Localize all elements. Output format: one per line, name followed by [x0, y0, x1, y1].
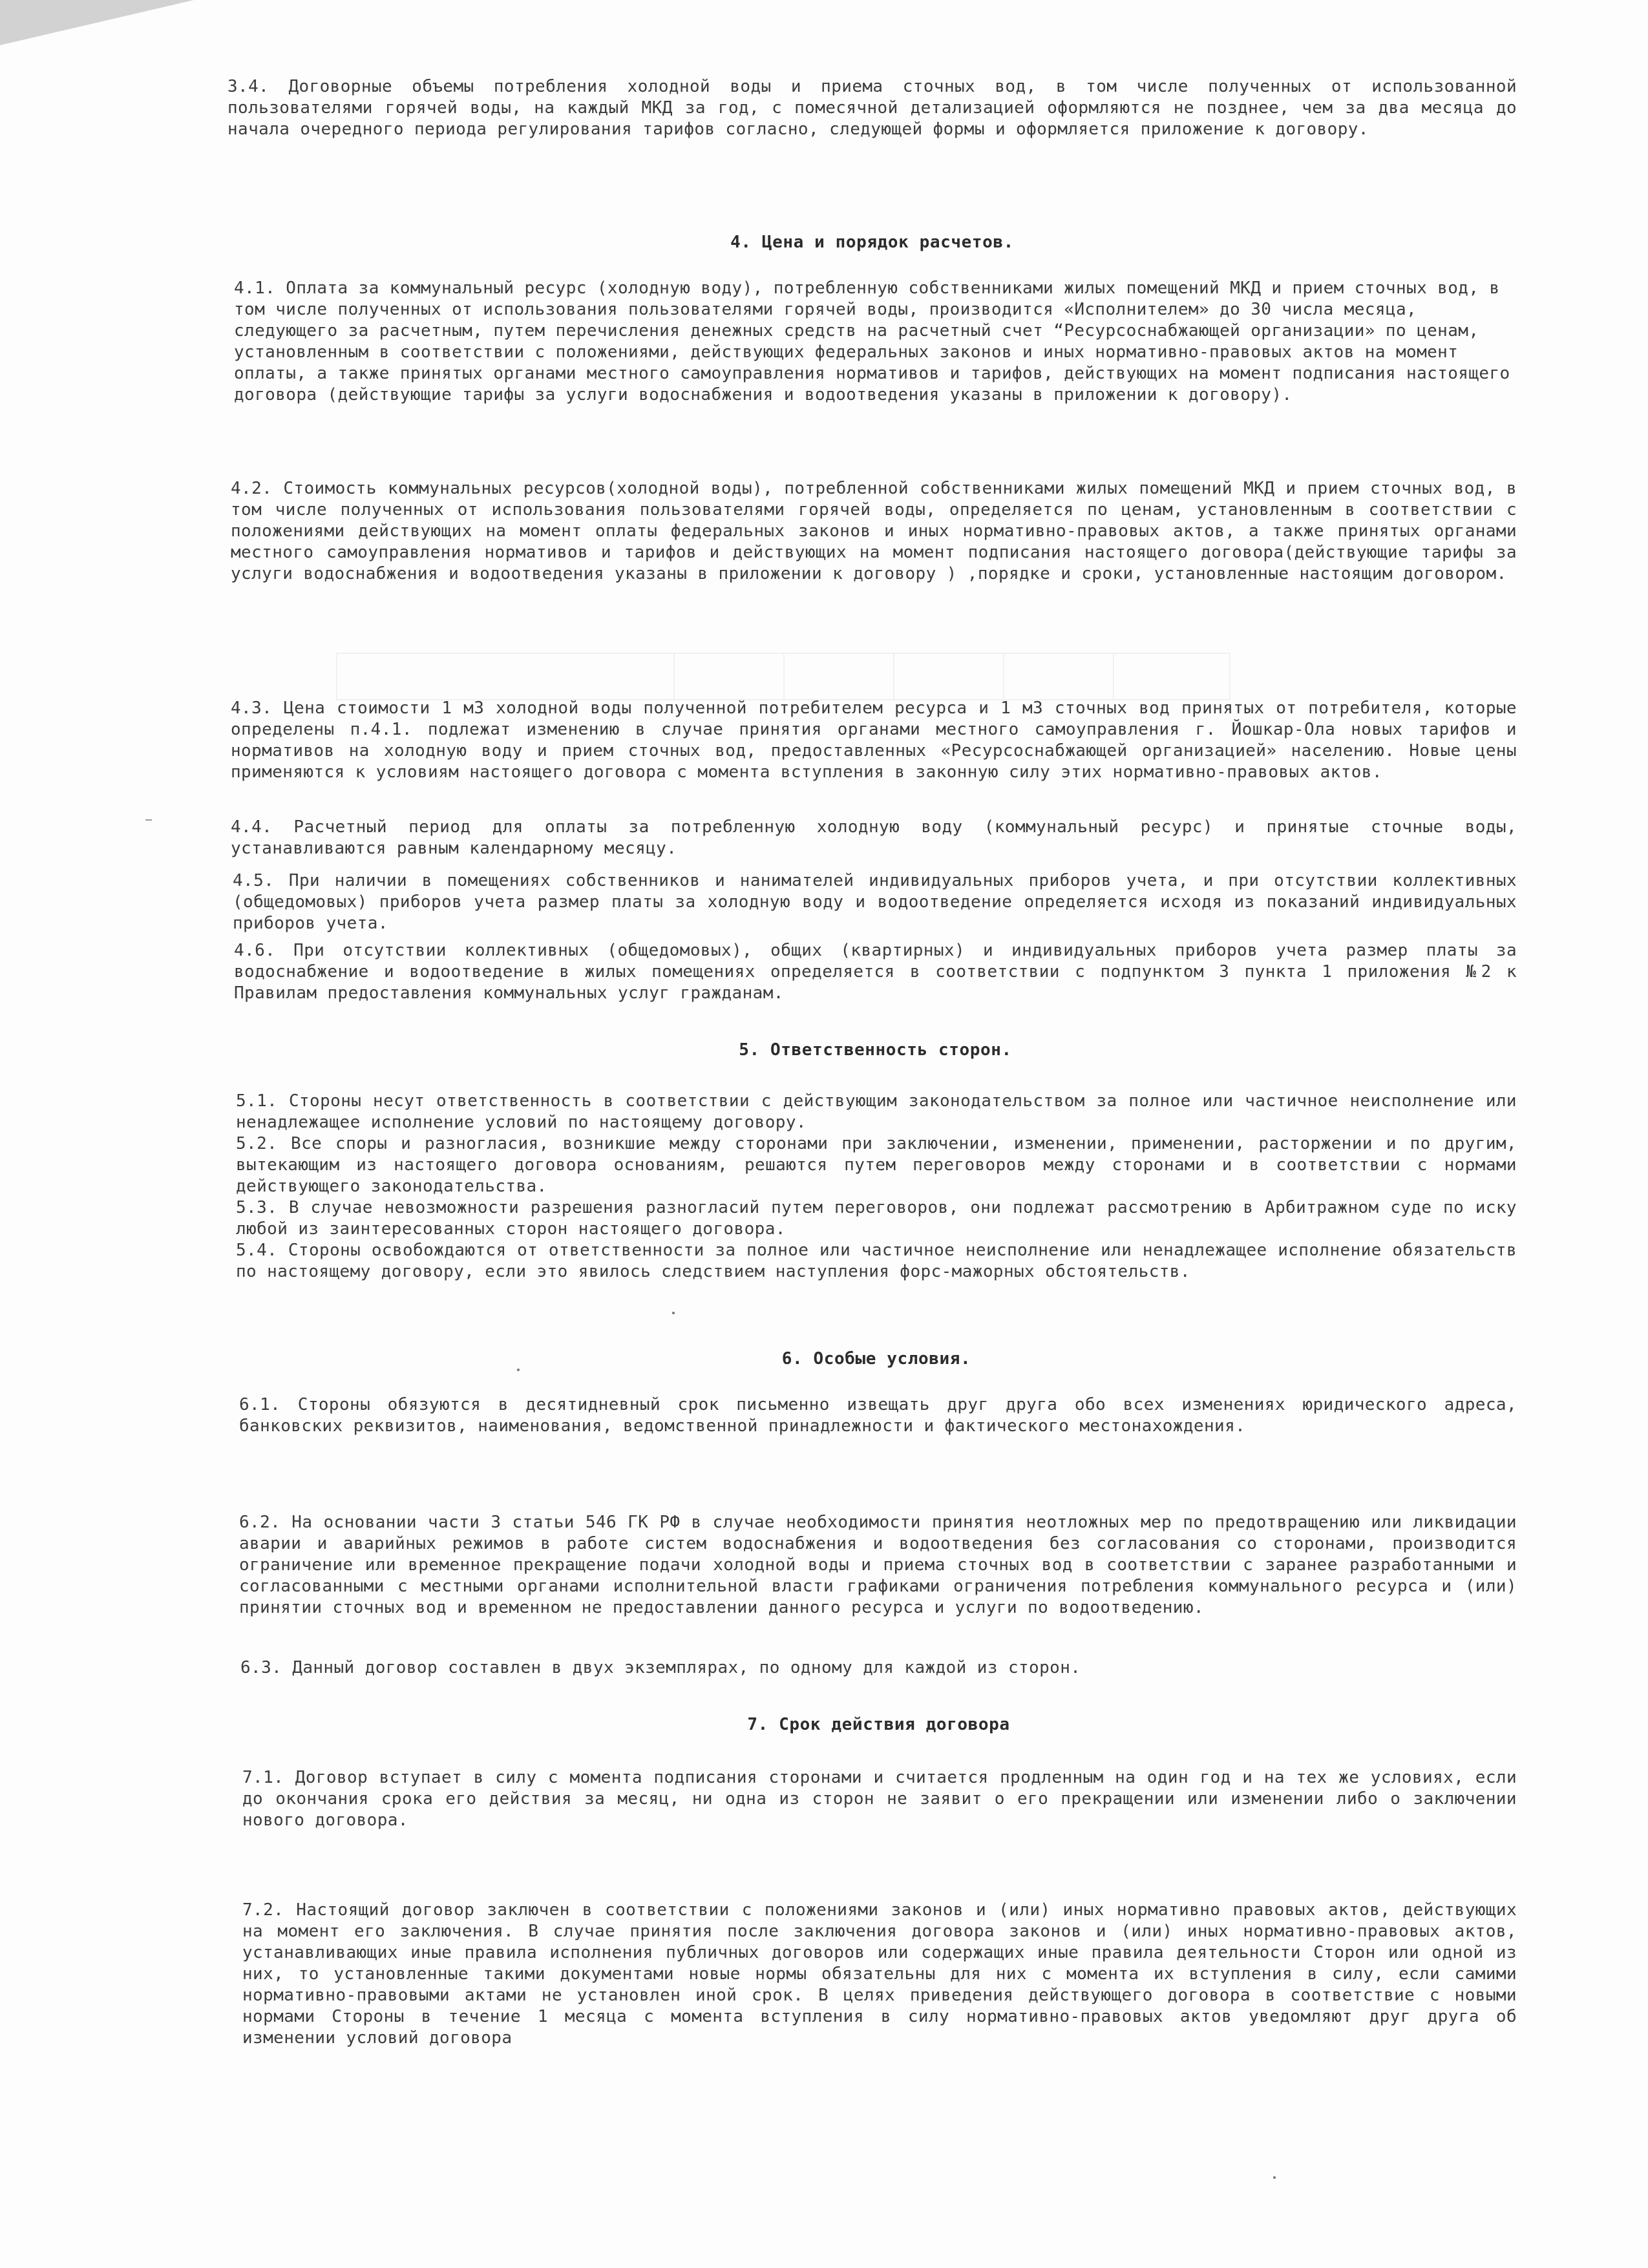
- clause-4-5: 4.5. При наличии в помещениях собственников и нанимателей индивидуальных приборов учета, и при отсутствии коллективных (общедомовых) приборов учета размер платы за холодную воду и водоотведение определяется исходя из показаний индивидуальных приборов учета.: [233, 871, 1517, 933]
- section-7-title: 7. Срок действия договора: [747, 1715, 1010, 1734]
- clause-6-3: 6.3. Данный договор составлен в двух экземплярах, по одному для каждой из сторон.: [240, 1658, 1081, 1677]
- clause-4-1: 4.1. Оплата за коммунальный ресурс (холодную воду), потребленную собственниками жилых помещений МКД и прием сточных вод, в том числе полученных от использования пользователями горячей воды, производится «Исполнителем» до 30 числа месяца, следующего за расчетным, путем перечисления денежных средств на расчетный счет “Ресурсоснабжающей организации» по ценам, установленным в соответствии с положениями, действующих федеральных законов и иных нормативно-правовых актов на момент оплаты, а также принятых органами местного самоуправления нормативов и тарифов, действующих на момент подписания настоящего договора (действующие тарифы за услуги водоснабжения и водоотведения указаны в приложении к договору).: [234, 278, 1510, 404]
- clause-5-3: 5.3. В случае невозможности разрешения разногласий путем переговоров, они подлежат рассмотрению в Арбитражном суде по иску любой из заинтересованных сторон настоящего договора.: [236, 1198, 1517, 1239]
- clause-4-4: 4.4. Расчетный период для оплаты за потребленную холодную воду (коммунальный ресурс) и принятые сточные воды, устанавливаются равным календарному месяцу.: [231, 817, 1517, 858]
- scan-speck: [672, 1312, 675, 1314]
- scan-speck: [1273, 2176, 1276, 2179]
- scan-mark-left: [145, 819, 152, 821]
- clause-4-6: 4.6. При отсутствии коллективных (общедомовых), общих (квартирных) и индивидуальных приборов учета размер платы за водоснабжение и водоотведение в жилых помещениях определяется в соответствии с подпунктом 3 пункта 1 приложения №2 к Правилам предоставления коммунальных услуг гражданам.: [234, 941, 1517, 1003]
- clause-4-2: 4.2. Стоимость коммунальных ресурсов(холодной воды), потребленной собственниками жилых помещений МКД и прием сточных вод, в том числе полученных от использования пользователями горячей воды, определяется по ценам, установленным в соответствии с положениями действующих на момент оплаты федеральных законов и иных нормативно-правовых актов, а также принятых органами местного самоуправления нормативов и тарифов и действующих на момент подписания настоящего договора(действующие тарифы за услуги водоснабжения и водоотведения указаны в приложении к договору ) ,порядке и сроки, установленные настоящим договором.: [231, 479, 1517, 583]
- clause-5-1: 5.1. Стороны несут ответственность в соответствии с действующим законодательством за полное или частичное неисполнение или ненадлежащее исполнение условий по настоящему договору.: [236, 1091, 1517, 1132]
- clause-7-1: 7.1. Договор вступает в силу с момента подписания сторонами и считается продленным на один год и на тех же условиях, если до окончания срока его действия за месяц, ни одна из сторон не заявит о его прекращении или изменении либо о заключении нового договора.: [242, 1768, 1517, 1830]
- clause-4-3: 4.3. Цена стоимости 1 м3 холодной воды полученной потребителем ресурса и 1 м3 сточных вод принятых от потребителя, которые определены п.4.1. подлежат изменению в случае принятия органами местного самоуправления г. Йошкар-Ола новых тарифов и нормативов на холодную воду и прием сточных вод, предоставленных «Ресурсоснабжающей организацией» населению. Новые цены применяются к условиям настоящего договора с момента вступления в законную силу этих нормативно-правовых актов.: [231, 698, 1517, 782]
- scan-corner-shadow: [0, 0, 194, 45]
- faint-bleedthrough-table: [336, 653, 1231, 700]
- clause-6-1: 6.1. Стороны обязуются в десятидневный срок письменно извещать друг друга обо всех изменениях юридического адреса, банковских реквизитов, наименования, ведомственной принадлежности и фактического местонахождения.: [239, 1395, 1517, 1436]
- section-4-title: 4. Цена и порядок расчетов.: [730, 233, 1014, 252]
- clause-6-2: 6.2. На основании части 3 статьи 546 ГК РФ в случае необходимости принятия неотложных мер по предотвращению или ликвидации аварии и аварийных режимов в работе систем водоснабжения и водоотведения без согласования со сторонами, производится ограничение или временное прекращение подачи холодной воды и приема сточных вод в соответствии с заранее разработанными и согласованными с местными органами исполнительной власти графиками ограничения потребления коммунального ресурса и (или) принятии сточных вод и временном не предоставлении данного ресурса и услуги по водоотведению.: [239, 1513, 1517, 1617]
- section-6-title: 6. Особые условия.: [781, 1349, 971, 1369]
- clause-7-2: 7.2. Настоящий договор заключен в соответствии с положениями законов и (или) иных нормативно правовых актов, действующих на момент его заключения. В случае принятия после заключения договора законов и (или) иных нормативно-правовых актов, устанавливающих иные правила исполнения публичных договоров или содержащих иные правила деятельности Сторон или одной из них, то установленные такими документами новые нормы обязательны для них с момента их вступления в силу, если самими нормативно-правовыми актами не установлен иной срок. В целях приведения действующего договора в соответствие с новыми нормами Стороны в течение 1 месяца с момента вступления в силу нормативно-правовых актов уведомляют друг друга об изменении условий договора: [242, 1900, 1517, 2048]
- clause-5-4: 5.4. Стороны освобождаются от ответственности за полное или частичное неисполнение или ненадлежащее исполнение обязательств по настоящему договору, если это явилось следствием наступления форс-мажорных обстоятельств.: [236, 1241, 1517, 1281]
- clause-3-4: 3.4. Договорные объемы потребления холодной воды и приема сточных вод, в том числе полученных от использованной пользователями горячей воды, на каждый МКД за год, с помесячной детализацией оформляются не позднее, чем за два месяца до начала очередного периода регулирования тарифов согласно, следующей формы и оформляется приложение к договору.: [227, 77, 1517, 139]
- section-5-title: 5. Ответственность сторон.: [739, 1040, 1012, 1060]
- clause-5-2: 5.2. Все споры и разногласия, возникшие между сторонами при заключении, изменении, применении, расторжении и по другим, вытекающим из настоящего договора основаниям, решаются путем переговоров между сторонами и в соответствии с нормами действующего законодательства.: [236, 1134, 1517, 1196]
- scan-speck: [517, 1369, 520, 1371]
